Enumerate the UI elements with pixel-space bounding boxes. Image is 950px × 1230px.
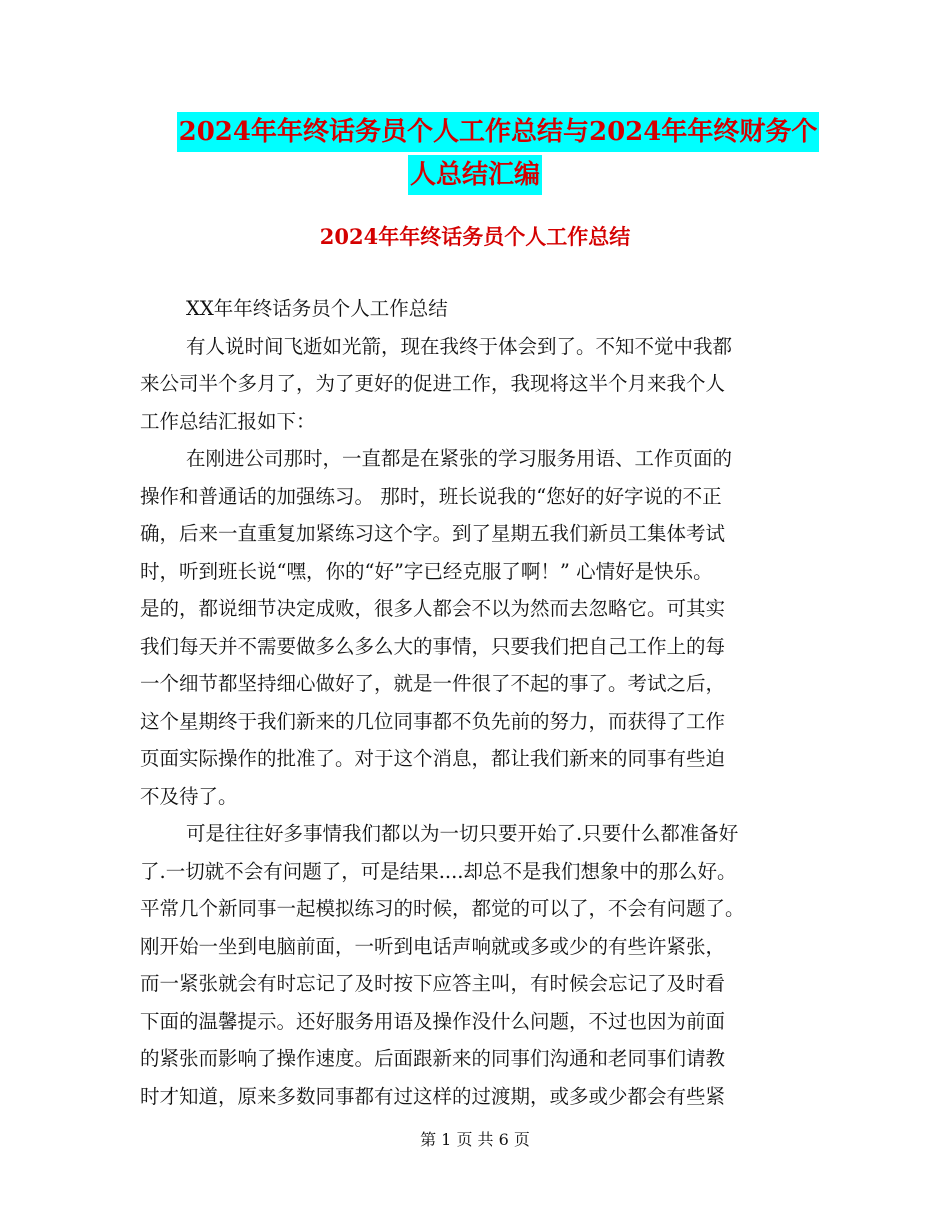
paragraph-line: 我们每天并不需要做多么多么大的事情，只要我们把自己工作上的每 [140, 634, 726, 658]
paragraph-line: 这个星期终于我们新来的几位同事都不负先前的努力，而获得了工作 [140, 709, 726, 733]
page-footer: 第 1 页 共 6 页 [420, 1130, 530, 1149]
paragraph [140, 815, 820, 1115]
paragraph [140, 328, 820, 441]
document-title [0, 112, 950, 195]
section-heading: 2024年年终话务员个人工作总结 [319, 224, 631, 249]
paragraph-line: 而一紧张就会有时忘记了及时按下应答主叫，有时候会忘记了及时看 [140, 972, 726, 995]
paragraph-line: 确，后来一直重复加紧练习这个字。到了星期五我们新员工集体考试 [140, 522, 726, 545]
paragraph-line: 不及待了。 [140, 784, 238, 808]
title-line-1: 2024年年终话务员个人工作总结与2024年年终财务个 [177, 112, 820, 152]
paragraph-line: 下面的温馨提示。还好服务用语及操作没什么问题，不过也因为前面 [140, 1009, 726, 1033]
paragraph-line: 在刚进公司那时，一直都是在紧张的学习服务用语、工作页面的 [186, 447, 733, 470]
paragraph-line: 操作和普通话的加强练习。 那时，班长说我的“您好的好字说的不正 [140, 484, 722, 508]
paragraph-line: 时，听到班长说“嘿，你的“好”字已经克服了啊！” 心情好是快乐。 [140, 559, 713, 583]
paragraph [140, 290, 820, 328]
paragraph-line: 了.一切就不会有问题了，可是结果....却总不是我们想象中的那么好。 [140, 859, 737, 883]
paragraph-line: 页面实际操作的批准了。对于这个消息，都让我们新来的同事有些迫 [140, 747, 726, 770]
paragraph-line: 时才知道，原来多数同事都有过这样的过渡期，或多或少都会有些紧 [140, 1084, 726, 1108]
document-body [140, 290, 820, 1115]
paragraph-line: 的紧张而影响了操作速度。后面跟新来的同事们沟通和老同事们请教 [140, 1047, 726, 1070]
title-line-2: 人总结汇编 [408, 155, 542, 195]
paragraph-line: 工作总结汇报如下： [140, 409, 316, 433]
paragraph-line: 来公司半个多月了，为了更好的促进工作，我现将这半个月来我个人 [140, 372, 726, 395]
paragraph-line: 有人说时间飞逝如光箭，现在我终于体会到了。不知不觉中我都 [186, 334, 733, 358]
paragraph [140, 440, 820, 815]
paragraph-line: 是的，都说细节决定成败，很多人都会不以为然而去忽略它。可其实 [140, 597, 726, 620]
paragraph-line: 可是往往好多事情我们都以为一切只要开始了.只要什么都准备好 [186, 822, 739, 845]
paragraph-line: 一个细节都坚持细心做好了，就是一件很了不起的事了。考试之后， [140, 672, 726, 695]
paragraph-line: XX年年终话务员个人工作总结 [186, 297, 448, 320]
paragraph-line: 平常几个新同事一起模拟练习的时候，都觉的可以了，不会有问题了。 [140, 897, 745, 920]
paragraph-line: 刚开始一坐到电脑前面，一听到电话声响就或多或少的有些许紧张， [140, 934, 726, 958]
